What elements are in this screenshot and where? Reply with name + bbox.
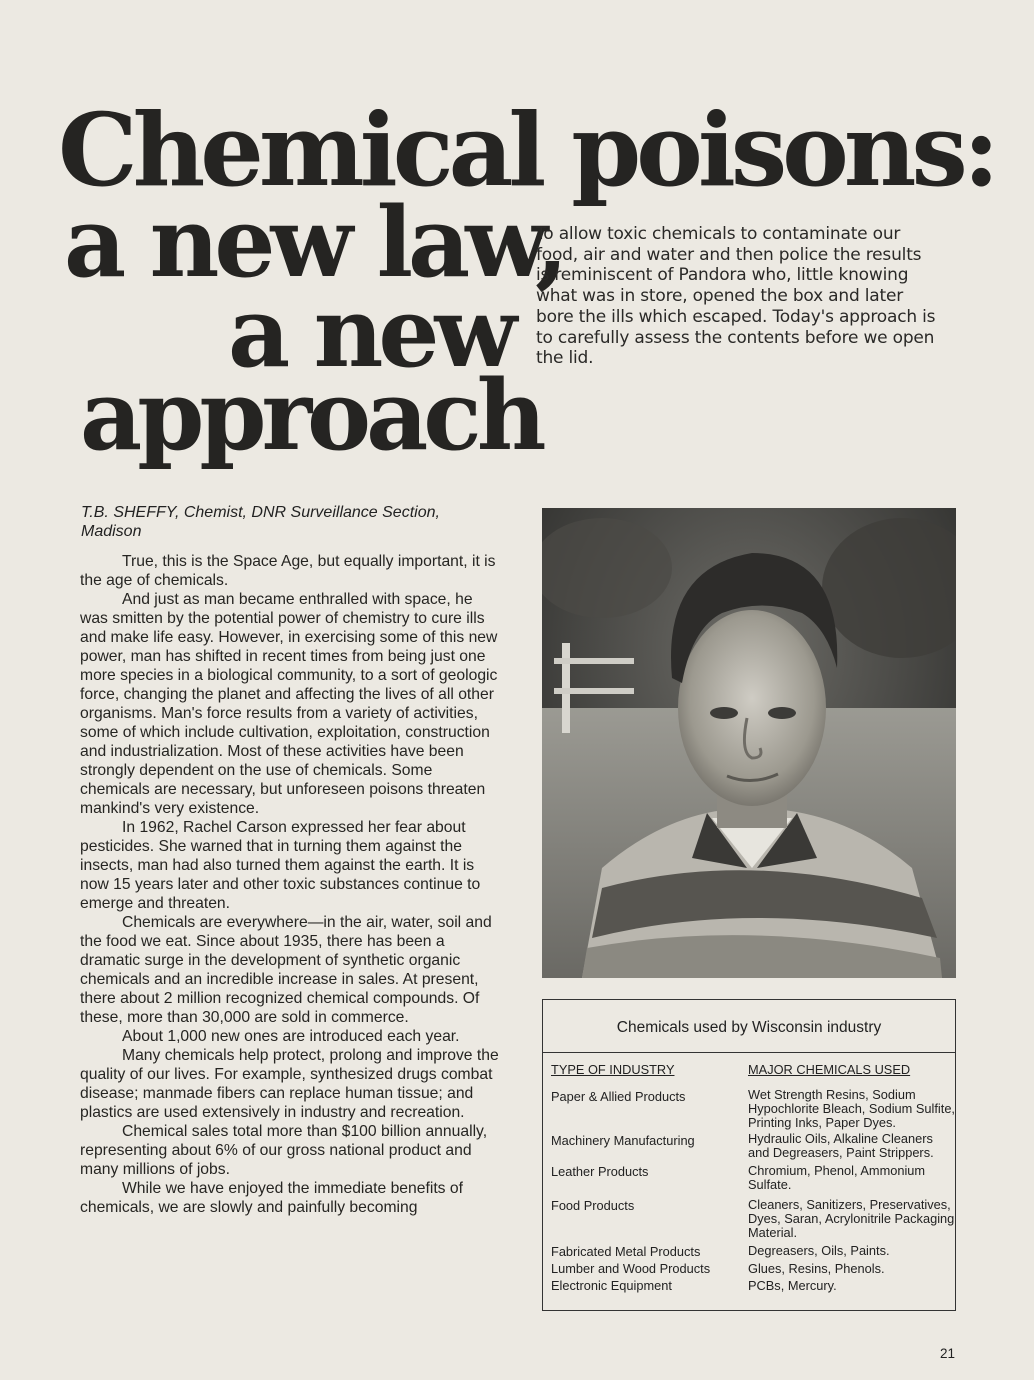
table-row-industry: Fabricated Metal Products bbox=[551, 1244, 701, 1259]
body-paragraph: In 1962, Rachel Carson expressed her fear about pesticides. She warned that in turning them against the insects, man had also turned them against the earth. It is now 15 years later and other toxic substances continue to emerge and threaten. bbox=[80, 819, 481, 912]
article-body bbox=[80, 552, 504, 1217]
table-row-chemicals: Chromium, Phenol, Ammonium Sulfate. bbox=[748, 1163, 926, 1192]
table-row-industry: Food Products bbox=[551, 1198, 635, 1213]
portrait-photo-icon bbox=[542, 508, 956, 978]
table-row-chemicals: Wet Strength Resins, Sodium Hypochlorite Bleach, Sodium Sulfite, Printing Inks, Paper Dyes. bbox=[748, 1087, 955, 1130]
table-divider bbox=[543, 1052, 955, 1053]
table-row-chemicals: Degreasers, Oils, Paints. bbox=[748, 1243, 890, 1258]
table-row-industry: Leather Products bbox=[551, 1164, 649, 1179]
body-paragraph: Chemical sales total more than $100 billion annually, representing about 6% of our gross national product and many millions of jobs. bbox=[80, 1123, 488, 1178]
table-row-industry: Lumber and Wood Products bbox=[551, 1261, 711, 1276]
headline-line-2: a new law, bbox=[64, 186, 564, 299]
column-header-industry: TYPE OF INDUSTRY bbox=[551, 1062, 675, 1077]
table-row-industry: Electronic Equipment bbox=[551, 1278, 672, 1293]
body-paragraph: Many chemicals help protect, prolong and improve the quality of our lives. For example, synthesized drugs combat disease; manmade fibers can replace human tissue; and plastics are used extensively in industry and recreation. bbox=[80, 1047, 499, 1121]
table-row-industry: Paper & Allied Products bbox=[551, 1089, 686, 1104]
page-number: 21 bbox=[940, 1346, 956, 1361]
table-row-chemicals: Glues, Resins, Phenols. bbox=[748, 1261, 885, 1276]
headline-line-1: Chemical poisons: bbox=[58, 91, 995, 209]
body-paragraph: True, this is the Space Age, but equally important, it is the age of chemicals. bbox=[80, 553, 496, 589]
table-title: Chemicals used by Wisconsin industry bbox=[616, 1019, 882, 1036]
table-row-chemicals: PCBs, Mercury. bbox=[748, 1278, 837, 1293]
portrait-photo bbox=[542, 508, 956, 978]
chemicals-table bbox=[542, 999, 956, 1311]
body-paragraph: While we have enjoyed the immediate benefits of chemicals, we are slowly and painfully becoming bbox=[80, 1180, 463, 1216]
intro-deck: To allow toxic chemicals to contaminate our food, air and water and then police the results is reminiscent of Pandora who, little knowing what was in store, opened the box and later bore the ills which escaped. Today's approach is to carefully assess the contents before we open the lid. bbox=[536, 224, 936, 369]
headline-line-4: approach bbox=[80, 359, 542, 472]
table-row-industry: Machinery Manufacturing bbox=[551, 1133, 695, 1148]
body-paragraph: Chemicals are everywhere—in the air, water, soil and the food we eat. Since about 1935, there has been a dramatic surge in the development of synthetic organic chemicals and an incredible increase in sales. At present, there about 2 million recognized chemical compounds. Of these, more than 30,000 are sold in commerce. bbox=[80, 914, 492, 1026]
column-header-chemicals: MAJOR CHEMICALS USED bbox=[748, 1062, 911, 1077]
table-row-chemicals: Cleaners, Sanitizers, Preservatives, Dyes, Saran, Acrylonitrile Packaging Material. bbox=[748, 1197, 955, 1240]
headline-line-3: a new bbox=[228, 276, 513, 389]
body-paragraph: And just as man became enthralled with space, he was smitten by the potential power of chemistry to cure ills and make life easy. However, in exercising some of this new power, man has shifted in recent times from being just one more species in a biological community, to a sort of geologic force, changing the planet and affecting the lives of all other organisms. Man's force results from a variety of activities, some of which include cultivation, exploitation, construction and industrialization. Most of these activities have been strongly dependent on the use of chemicals. Some chemicals are necessary, but unforeseen poisons threaten mankind's very existence. bbox=[80, 591, 498, 817]
author-byline: T.B. SHEFFY, Chemist, DNR Surveillance Section, Madison bbox=[81, 504, 440, 540]
body-paragraph: About 1,000 new ones are introduced each year. bbox=[122, 1028, 460, 1045]
table-row-chemicals: Hydraulic Oils, Alkaline Cleaners and Degreasers, Paint Strippers. bbox=[748, 1131, 934, 1160]
